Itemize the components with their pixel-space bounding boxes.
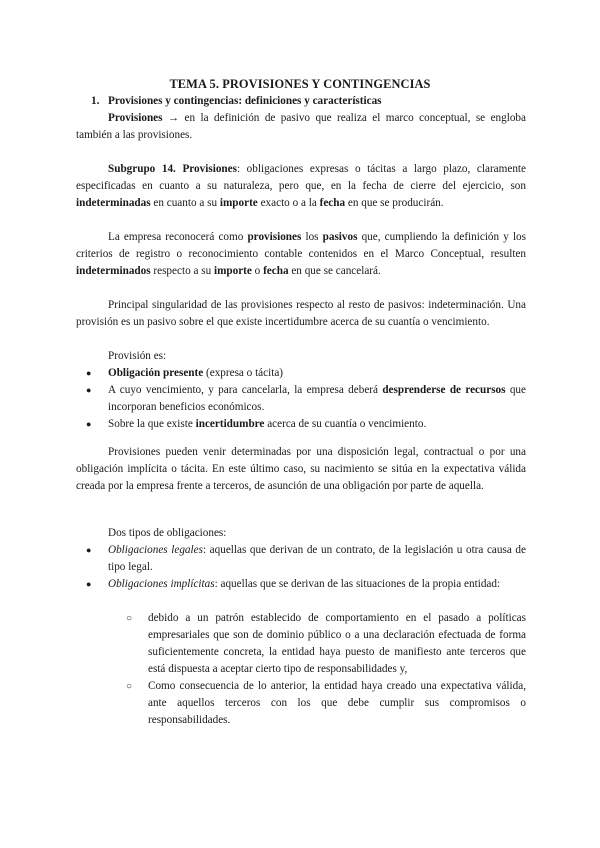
bullet-icon: ● (86, 419, 92, 429)
text-run: exacto o a la (257, 197, 320, 209)
paragraph-origen-provisiones (76, 444, 526, 495)
term-indeterminadas: indeterminadas (76, 197, 151, 209)
text-run: acerca de su cuantía o vencimiento. (264, 418, 427, 430)
term-importe: importe (219, 197, 258, 209)
circle-bullet-icon: ○ (126, 613, 133, 624)
text-run: o (251, 265, 264, 277)
text-run: → en la definición de pasivo que realiza el marco conceptual, se engloba también a las provisiones. (76, 112, 526, 141)
text-run: Como consecuencia de lo anterior, la entidad haya creado una expectativa válida, ante aquellos terceros con los que debe cumplir sus compromisos o responsabilidades. (148, 680, 526, 726)
term-importe: importe (213, 265, 252, 277)
text-run: en cuanto a su (150, 197, 220, 209)
term-fecha: fecha (263, 265, 289, 277)
term-pasivos: pasivos (322, 231, 358, 243)
term-fecha: fecha (319, 197, 346, 209)
paragraph-singularidad (76, 297, 526, 331)
text-run: Principal singularidad de las provisiones respecto al resto de pasivos: indeterminación. Una provisión es un pasivo sobre el que existe incertidumbre acerca de su cuantía o vencimiento. (76, 299, 526, 328)
paragraph-provisiones-intro (76, 110, 526, 144)
term-obligacion-presente: Obligación presente (108, 367, 204, 379)
text-run: respecto a su (150, 265, 214, 277)
paragraph-subgrupo-14 (76, 161, 526, 212)
text-run: Provisiones pueden venir determinadas por una disposición legal, contractual o por una obligación implícita o tácita. En este último caso, su nacimiento se sitúa en la expectativa válida creada por la empresa frente a terceros, de asunción de una obligación por parte de aquella. (76, 446, 526, 492)
circle-bullet-icon: ○ (126, 681, 133, 692)
list-item (86, 576, 526, 593)
list-item (86, 416, 526, 433)
sub-list-item (126, 678, 526, 729)
text-run: La empresa reconocerá como (108, 231, 248, 243)
bullet-list-obligaciones (86, 542, 526, 593)
text-run: en que se producirán. (345, 197, 444, 209)
text-run: que, cumpliendo la definición y los criterios de registro o reconocimiento contable contenidos en el Marco Conceptual, resulten (76, 231, 526, 260)
text-run: A cuyo vencimiento, y para cancelarla, la empresa deberá (108, 384, 383, 396)
term-provisiones: provisiones (247, 231, 302, 243)
term-indeterminados: indeterminados (76, 265, 151, 277)
text-run: que incorporan beneficios económicos. (108, 384, 526, 413)
text-run: los (301, 231, 323, 243)
list-item (86, 542, 526, 576)
bullet-list-provision (86, 365, 526, 433)
paragraph-reconocimiento (76, 229, 526, 280)
sub-list-item (126, 610, 526, 678)
bullet-icon: ● (86, 545, 92, 555)
term-obligaciones-legales: Obligaciones legales (108, 544, 203, 556)
text-run: (expresa o tácita) (203, 367, 284, 379)
text-run: en que se cancelará. (288, 265, 381, 277)
label-provision-es: Provisión es: (108, 350, 167, 362)
text-run: : aquellas que derivan de un contrato, de la legislación u otra causa de tipo legal. (108, 544, 526, 573)
sub-list-implicitas (126, 610, 526, 729)
bullet-icon: ● (86, 579, 92, 589)
term-incertidumbre: incertidumbre (195, 418, 265, 430)
term-obligaciones-implicitas: Obligaciones implícitas (108, 578, 215, 590)
bullet-icon: ● (86, 385, 92, 395)
label-dos-tipos: Dos tipos de obligaciones: (108, 527, 227, 539)
term-subgrupo-14: Subgrupo 14. Provisiones (108, 163, 237, 175)
page-title: TEMA 5. PROVISIONES Y CONTINGENCIAS (169, 77, 431, 91)
bullet-icon: ● (86, 368, 92, 378)
section-label: Provisiones y contingencias: definiciones y características (108, 95, 382, 107)
text-run: : aquellas que se derivan de las situaciones de la propia entidad: (214, 578, 501, 590)
section-heading (91, 93, 382, 110)
text-run: Sobre la que existe (108, 418, 196, 430)
section-number: 1. (91, 95, 100, 107)
text-run: : obligaciones expresas o tácitas a largo plazo, claramente especificadas en cuanto a su naturaleza, pero que, en la fecha de cierre del ejercicio, son (76, 163, 526, 192)
term-provisiones: Provisiones (108, 112, 163, 124)
term-desprenderse-de-recursos: desprenderse de recursos (382, 384, 506, 396)
list-item (86, 382, 526, 416)
list-item (86, 365, 526, 382)
text-run: debido a un patrón establecido de comportamiento en el pasado a políticas empresariales que son de dominio público o a una declaración efectuada de forma suficientemente concreta, la entidad haya puesto de manifiesto ante terceros que está dispuesta a aceptar cierto tipo de responsabilidades y, (148, 612, 526, 675)
